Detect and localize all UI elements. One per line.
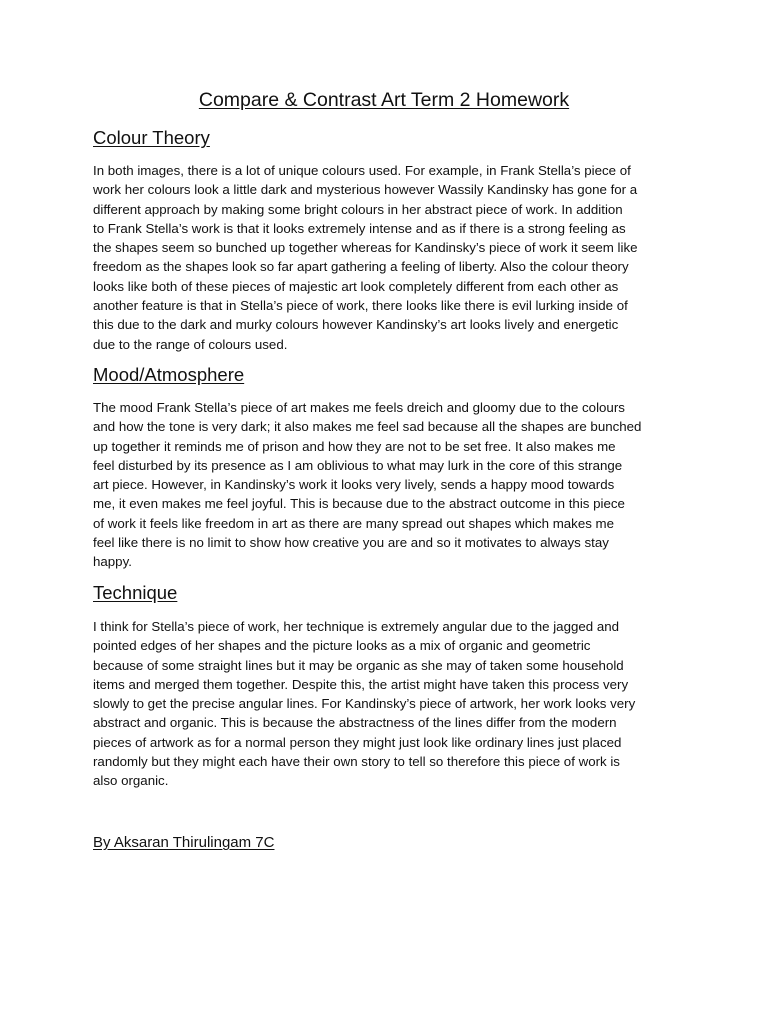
text-line: up together it reminds me of prison and how they are not to be set free. It also makes me xyxy=(93,438,616,454)
text-line: work her colours look a little dark and mysterious however Wassily Kandinsky has gone for a xyxy=(93,182,638,198)
section-heading-colour-theory: Colour Theory xyxy=(93,127,210,148)
text-line: randomly but they might each have their own story to tell so therefore this piece of work is xyxy=(93,754,620,770)
text-line: slowly to get the precise angular lines. For Kandinsky’s piece of artwork, her work looks very xyxy=(93,696,636,712)
text-line: because of some straight lines but it may be organic as she may of taken some household xyxy=(93,657,624,673)
text-line: freedom as the shapes look so far apart gathering a feeling of liberty. Also the colour theory xyxy=(93,259,629,275)
text-line: another feature is that in Stella’s piece of work, there looks like there is evil lurking inside of xyxy=(93,298,628,314)
text-line: and how the tone is very dark; it also makes me feel sad because all the shapes are bunched xyxy=(93,419,642,435)
text-line: pieces of artwork as for a normal person they might just look like ordinary lines just placed xyxy=(93,734,622,750)
paragraph-mood-atmosphere xyxy=(93,398,683,572)
text-line: feel disturbed by its presence as I am oblivious to what may lurk in the core of this strange xyxy=(93,457,623,473)
text-line: items and merged them together. Despite this, the artist might have taken this process very xyxy=(93,676,629,692)
text-line: due to the range of colours used. xyxy=(93,336,288,352)
text-line: art piece. However, in Kandinsky’s work it looks very lively, sends a happy mood towards xyxy=(93,477,615,493)
text-line: feel like there is no limit to show how creative you are and so it motivates to always stay xyxy=(93,535,609,551)
text-line: different approach by making some bright colours in her abstract piece of work. In addition xyxy=(93,201,623,217)
text-line: also organic. xyxy=(93,773,169,789)
text-line: this due to the dark and murky colours however Kandinsky’s art looks lively and energetic xyxy=(93,317,619,333)
paragraph-technique xyxy=(93,617,683,791)
text-line: I think for Stella’s piece of work, her technique is extremely angular due to the jagged and xyxy=(93,619,620,634)
text-line: happy. xyxy=(93,554,132,570)
text-line: of work it feels like freedom in art as there are many spread out shapes which makes me xyxy=(93,515,615,531)
text-line: to Frank Stella’s work is that it looks extremely intense and as if there is a strong feeling as xyxy=(93,220,626,236)
text-line: the shapes seem so bunched up together whereas for Kandinsky’s piece of work it seem like xyxy=(93,240,638,256)
text-line: looks like both of these pieces of majestic art look completely different from each other as xyxy=(93,278,619,294)
text-line: abstract and organic. This is because the abstractness of the lines differ from the modern xyxy=(93,715,617,731)
text-line: pointed edges of her shapes and the picture looks as a mix of organic and geometric xyxy=(93,638,591,654)
paragraph-colour-theory xyxy=(93,161,683,354)
text-line: The mood Frank Stella’s piece of art makes me feels dreich and gloomy due to the colours xyxy=(93,400,625,415)
text-line: me, it even makes me feel joyful. This is because due to the abstract outcome in this piece xyxy=(93,496,625,512)
page-title: Compare & Contrast Art Term 2 Homework xyxy=(198,89,570,111)
text-line: In both images, there is a lot of unique colours used. For example, in Frank Stella’s piece of xyxy=(93,163,631,178)
section-heading-technique: Technique xyxy=(93,582,178,603)
author-byline: By Aksaran Thirulingam 7C xyxy=(93,834,275,851)
section-heading-mood-atmosphere: Mood/Atmosphere xyxy=(93,364,245,385)
